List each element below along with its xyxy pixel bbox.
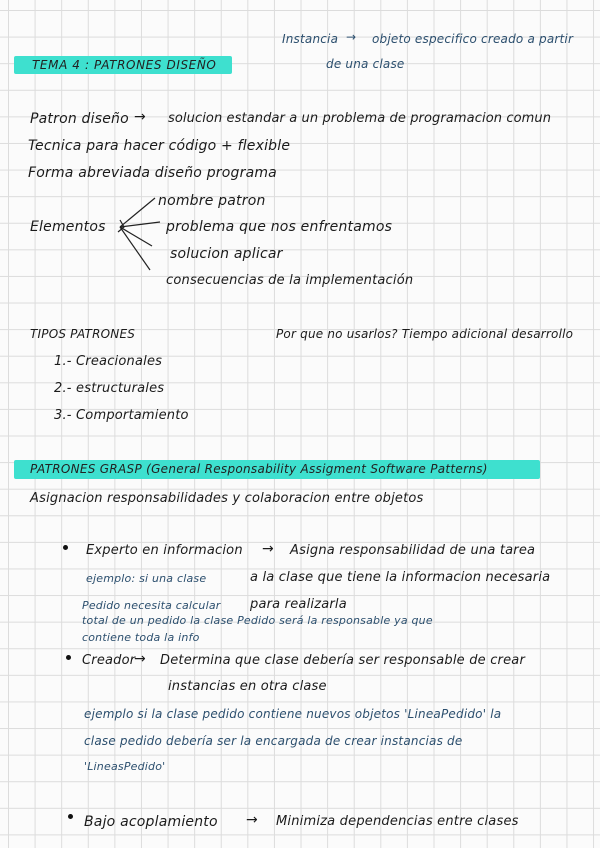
experto-example-4: contiene toda la info <box>82 631 200 644</box>
tipos-title: TIPOS PATRONES <box>30 327 136 341</box>
experto-bullet <box>63 545 68 550</box>
tecnica-line: Tecnica para hacer código + flexible <box>28 138 291 154</box>
elemento-item-3: solucion aplicar <box>170 246 283 262</box>
experto-definition-2: a la clase que tiene la informacion necesaria <box>250 570 551 585</box>
creador-definition: Determina que clase debería ser responsable de crear <box>160 653 525 668</box>
creador-bullet <box>66 655 71 660</box>
creador-example-2: clase pedido debería ser la encargada de crear instancias de <box>84 734 463 748</box>
patron-definition: solucion estandar a un problema de programacion comun <box>168 111 552 126</box>
elemento-item-1: nombre patron <box>158 193 266 209</box>
experto-example-3: total de un pedido la clase Pedido será la responsable ya que <box>82 614 433 627</box>
patron-arrow: → <box>134 109 146 125</box>
experto-example-1: ejemplo: si una clase <box>86 572 207 585</box>
tipo-item-1: 1.- Creacionales <box>54 354 163 369</box>
creador-example-3: 'LineasPedido' <box>84 760 166 773</box>
grasp-title: PATRONES GRASP (General Responsability Assigment Software Patterns) <box>30 462 488 476</box>
creador-arrow: → <box>134 651 146 667</box>
creador-term: Creador <box>82 653 136 668</box>
tipos-question: Por que no usarlos? Tiempo adicional desarrollo <box>276 327 574 341</box>
tema-title: TEMA 4 : PATRONES DISEÑO <box>32 58 217 72</box>
forma-line: Forma abreviada diseño programa <box>28 165 277 181</box>
instancia-arrow: → <box>346 30 357 44</box>
elemento-item-2: problema que nos enfrentamos <box>166 219 393 235</box>
instancia-term: Instancia <box>282 32 339 46</box>
tipo-item-2: 2.- estructurales <box>54 381 165 396</box>
patron-diseno-term: Patron diseño <box>30 111 129 127</box>
bajo-bullet <box>68 814 73 819</box>
grasp-subtitle: Asignacion responsabilidades y colaboracion entre objetos <box>30 491 424 506</box>
bajo-arrow: → <box>246 812 258 828</box>
instancia-definition: objeto especifico creado a partir <box>372 32 574 46</box>
elementos-label: Elementos <box>30 219 106 235</box>
experto-term: Experto en informacion <box>86 543 243 558</box>
experto-example-2: Pedido necesita calcular <box>82 599 221 612</box>
experto-definition-3: para realizarla <box>250 597 347 612</box>
instancia-definition-2: de una clase <box>326 57 405 71</box>
experto-definition: Asigna responsabilidad de una tarea <box>290 543 536 558</box>
creador-example-1: ejemplo si la clase pedido contiene nuevos objetos 'LineaPedido' la <box>84 707 502 721</box>
bajo-definition: Minimiza dependencias entre clases <box>276 814 519 829</box>
creador-definition-2: instancias en otra clase <box>168 679 327 694</box>
elemento-item-4: consecuencias de la implementación <box>166 273 414 288</box>
experto-arrow: → <box>262 541 274 557</box>
tipo-item-3: 3.- Comportamiento <box>54 408 189 423</box>
bajo-term: Bajo acoplamiento <box>84 814 218 830</box>
